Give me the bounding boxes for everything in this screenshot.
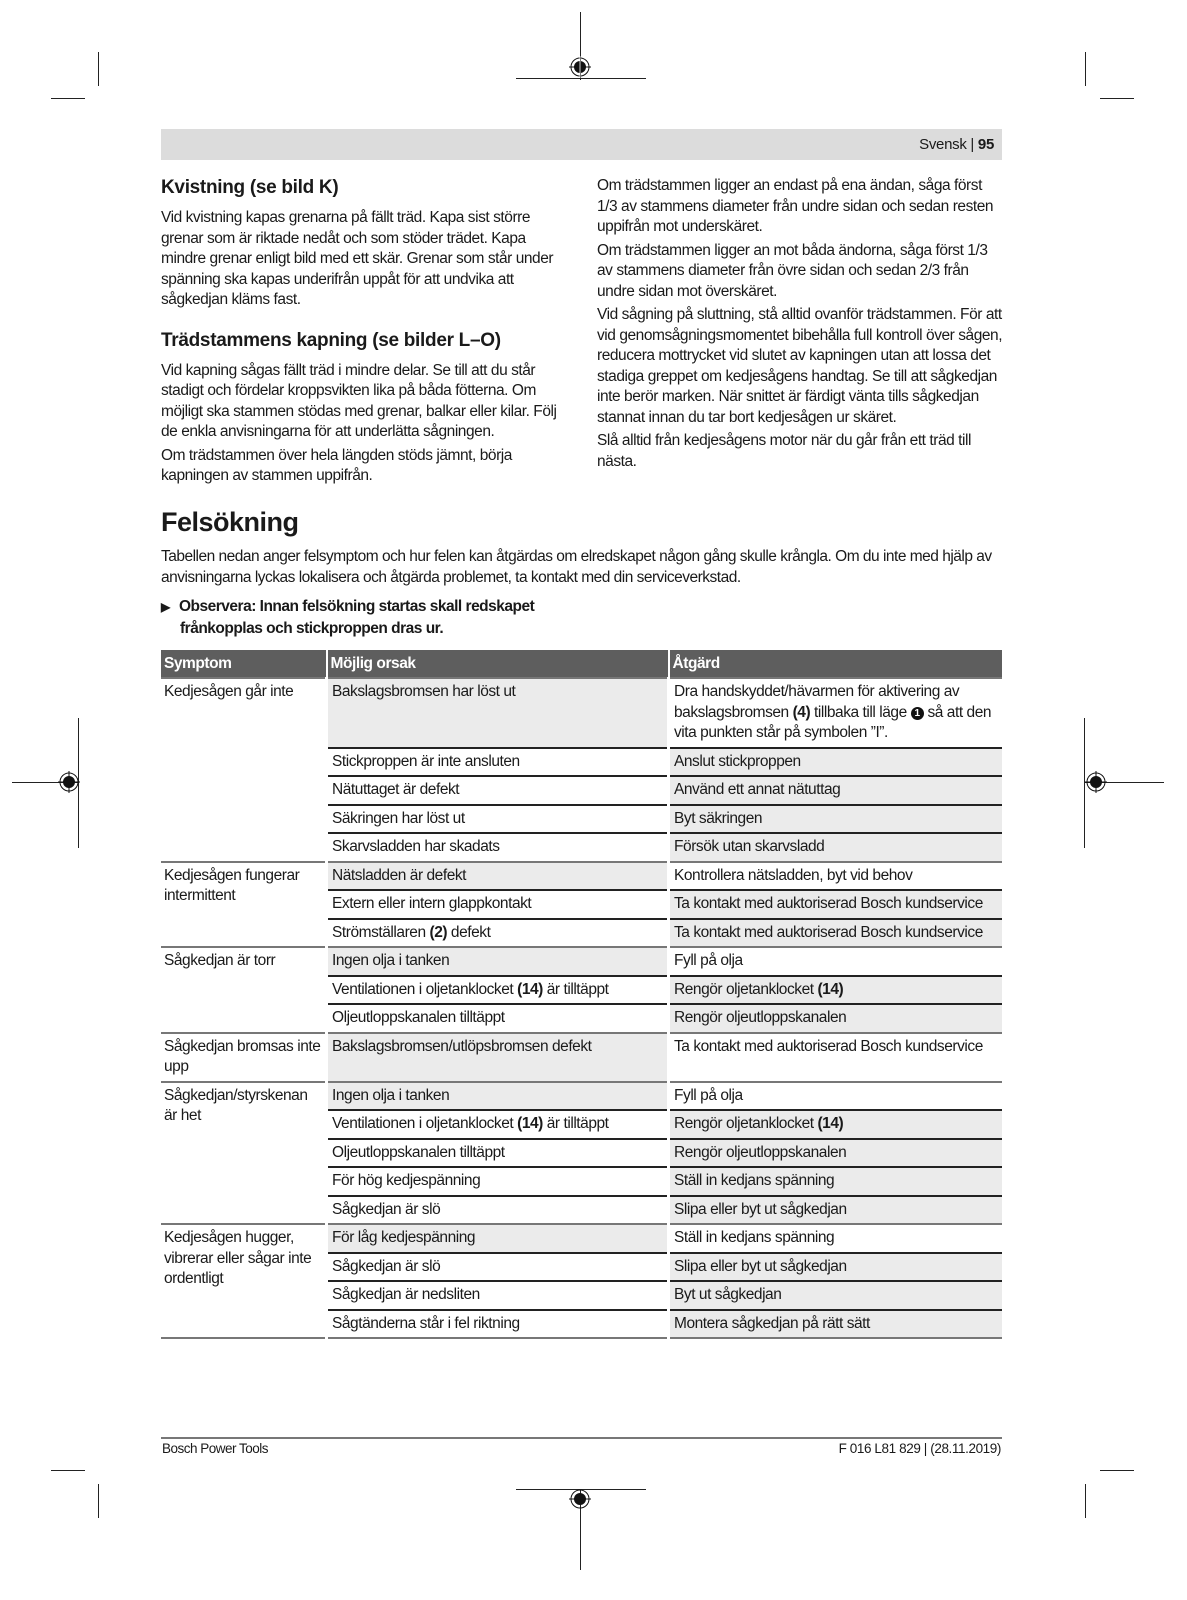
column-header-symptom: Symptom	[161, 650, 327, 678]
action-cell: Montera sågkedjan på rätt sätt	[669, 1310, 1003, 1339]
action-cell: Ta kontakt med auktoriserad Bosch kundservice	[669, 890, 1003, 919]
cause-text: Ventilationen i oljetanklocket	[332, 1115, 518, 1132]
action-text: Rengör oljetanklocket	[674, 980, 818, 998]
action-text: tillbaka till läge	[810, 703, 911, 721]
action-cell: Byt ut sågkedjan	[669, 1281, 1003, 1310]
cause-cell: Bakslagsbromsen/utlöpsbromsen defekt	[327, 1033, 669, 1082]
action-cell: Rengör oljeutloppskanalen	[669, 1004, 1003, 1033]
cause-cell: Oljeutloppskanalen tilltäppt	[327, 1004, 669, 1033]
symptom-cell: Kedjesågen hugger, vibrerar eller sågar inte ordentligt	[161, 1224, 327, 1338]
action-cell	[669, 1110, 1003, 1139]
cause-cell: Ingen olja i tanken	[327, 1082, 669, 1111]
action-cell: Försök utan skarvsladd	[669, 833, 1003, 862]
cause-cell: För hög kedjespänning	[327, 1167, 669, 1196]
symptom-cell: Sågkedjan/styrskenan är het	[161, 1082, 327, 1225]
cause-text: är tilltäppt	[542, 980, 609, 998]
paragraph: Vid sågning på sluttning, stå alltid ovanför trädstammen. För att vid genomsågningsmomentet bibehålla full kontroll över sågen, reducera mottrycket vid slutet av kapningen utan att lossa det stadiga greppet om kedjesågens handtag. Se till att sågkedjan inte berör marken. När snittet är färdigt vänta tills sågkedjan stannat innan du tar bort kedjesågen ur skäret.	[597, 306, 1003, 426]
action-cell: Ta kontakt med auktoriserad Bosch kundservice	[669, 919, 1003, 948]
symptom-cell: Kedjesågen går inte	[161, 678, 327, 862]
reference-number: (14)	[817, 1115, 844, 1132]
cause-cell: Säkringen har löst ut	[327, 805, 669, 834]
action-text: Rengör oljetanklocket	[674, 1115, 818, 1132]
cause-cell: Oljeutloppskanalen tilltäppt	[327, 1139, 669, 1168]
safety-note	[161, 596, 534, 639]
crop-mark	[98, 52, 99, 86]
cause-cell: Nätsladden är defekt	[327, 862, 669, 891]
cause-cell: Sågtänderna står i fel riktning	[327, 1310, 669, 1339]
cause-cell	[327, 919, 669, 948]
troubleshooting-table	[161, 650, 1002, 1339]
reference-number: (14)	[517, 1115, 543, 1132]
registration-mark-icon	[58, 771, 80, 793]
table-row	[161, 1082, 1002, 1111]
right-column	[597, 176, 1005, 475]
table-header-row	[161, 650, 1002, 678]
crop-mark	[1100, 1470, 1134, 1471]
action-cell: Fyll på olja	[669, 947, 1003, 976]
action-cell: Fyll på olja	[669, 1082, 1003, 1111]
section-title-kvistning: Kvistning (se bild K)	[161, 177, 339, 198]
section-title-kapning: Trädstammens kapning (se bilder L–O)	[161, 329, 501, 351]
paragraph: Om trädstammen ligger an endast på ena ändan, såga först 1/3 av stammens diameter från undre sidan och sedan resten uppifrån mot underskäret.	[597, 177, 994, 235]
footer-brand: Bosch Power Tools	[162, 1441, 269, 1456]
cause-text: Strömställaren	[332, 923, 430, 941]
cause-text: är tilltäppt	[542, 1115, 609, 1132]
cause-cell: Skarvsladden har skadats	[327, 833, 669, 862]
symptom-cell: Kedjesågen fungerar intermittent	[161, 862, 327, 948]
paragraph: Om trädstammen ligger an mot båda ändorna, såga först 1/3 av stammens diameter från övre sidan och sedan 2/3 från undre sidan mot överskäret.	[597, 241, 988, 300]
action-text: Dra handskyddet/hävarmen för aktivering av bakslagsbromsen	[674, 683, 960, 721]
page-header-label	[919, 136, 994, 153]
cause-cell: Sågkedjan är slö	[327, 1253, 669, 1282]
note-line-1: Observera: Innan felsökning startas skall redskapet	[179, 598, 535, 615]
paragraph: Om trädstammen över hela längden stöds jämnt, börja kapningen av stammen uppifrån.	[161, 446, 512, 484]
cause-cell: Nätuttaget är defekt	[327, 776, 669, 805]
action-cell: Slipa eller byt ut sågkedjan	[669, 1196, 1003, 1225]
registration-mark-icon	[569, 56, 591, 78]
table-row	[161, 1033, 1002, 1082]
section-title-felsokning: Felsökning	[161, 507, 299, 537]
cause-text: Ventilationen i oljetanklocket	[332, 980, 518, 998]
action-cell: Rengör oljeutloppskanalen	[669, 1139, 1003, 1168]
column-header-cause: Möjlig orsak	[327, 650, 669, 678]
cause-cell	[327, 1110, 669, 1139]
registration-mark-icon	[1085, 771, 1107, 793]
cause-cell: Sågkedjan är nedsliten	[327, 1281, 669, 1310]
paragraph: Vid kapning sågas fällt träd i mindre delar. Se till att du står stadigt och fördelar kroppsvikten lika på båda fötterna. Om möjligt ska stammen stödas med grenar, balkar eller kilar. Följ de enkla anvisningarna för att underlätta sågningen.	[161, 361, 557, 440]
troubleshooting-intro: Tabellen nedan anger felsymptom och hur felen kan åtgärdas om elredskapet någon gång skulle krångla. Om du inte med hjälp av anvisningarna lyckas lokalisera och åtgärda problemet, ta kontakt med din serviceverkstad.	[161, 548, 992, 586]
footer-doc-id: F 016 L81 829 | (28.11.2019)	[838, 1441, 1001, 1456]
action-cell: Slipa eller byt ut sågkedjan	[669, 1253, 1003, 1282]
note-line-2: frånkopplas och stickproppen dras ur.	[180, 620, 444, 637]
footer-divider	[161, 1437, 1002, 1439]
action-cell	[669, 678, 1003, 748]
cause-cell: Ingen olja i tanken	[327, 947, 669, 976]
action-cell: Ställ in kedjans spänning	[669, 1167, 1003, 1196]
header-separator: |	[970, 136, 975, 153]
registration-line	[516, 78, 646, 79]
cause-cell	[327, 976, 669, 1005]
cause-cell: Stickproppen är inte ansluten	[327, 748, 669, 777]
action-cell: Byt säkringen	[669, 805, 1003, 834]
language-label: Svensk	[919, 136, 967, 153]
page-header	[161, 129, 1002, 160]
cause-text: defekt	[447, 923, 491, 941]
table-row	[161, 947, 1002, 976]
reference-number: (2)	[429, 923, 448, 941]
left-column	[161, 176, 566, 490]
action-cell: Anslut stickproppen	[669, 748, 1003, 777]
action-cell: Ta kontakt med auktoriserad Bosch kundservice	[669, 1033, 1003, 1082]
crop-mark	[1085, 1484, 1086, 1518]
symptom-cell: Sågkedjan är torr	[161, 947, 327, 1033]
cause-cell: Sågkedjan är slö	[327, 1196, 669, 1225]
column-header-action: Åtgärd	[669, 650, 1003, 678]
paragraph: Slå alltid från kedjesågens motor när du går från ett träd till nästa.	[597, 432, 971, 470]
paragraph: Vid kvistning kapas grenarna på fällt träd. Kapa sist större grenar som är riktade nedåt och som stöder trädet. Kapa mindre grenar enligt bild med ett skär. Grenar som står under spänning ska kapas underifrån uppåt för att undvika att sågkedjan kläms fast.	[161, 209, 554, 308]
position-1-icon: 1	[911, 707, 924, 720]
cause-cell: Bakslagsbromsen har löst ut	[327, 678, 669, 748]
table-row	[161, 862, 1002, 891]
cause-cell: För låg kedjespänning	[327, 1224, 669, 1253]
action-cell: Använd ett annat nätuttag	[669, 776, 1003, 805]
crop-mark	[1085, 52, 1086, 86]
registration-mark-icon	[569, 1488, 591, 1510]
table-row	[161, 1224, 1002, 1253]
reference-number: (14)	[817, 980, 844, 998]
bullet-arrow-icon: ▶	[161, 600, 170, 614]
crop-mark	[1100, 98, 1134, 99]
reference-number: (14)	[517, 980, 543, 998]
action-cell: Kontrollera nätsladden, byt vid behov	[669, 862, 1003, 891]
crop-mark	[51, 98, 85, 99]
symptom-cell: Sågkedjan bromsas inte upp	[161, 1033, 327, 1082]
action-cell: Ställ in kedjans spänning	[669, 1224, 1003, 1253]
reference-number: (4)	[792, 703, 811, 721]
action-text: så att den vita punkten står på symbolen ”I”.	[674, 703, 992, 741]
crop-mark	[98, 1484, 99, 1518]
cause-cell: Extern eller intern glappkontakt	[327, 890, 669, 919]
crop-mark	[51, 1470, 85, 1471]
page-number: 95	[977, 136, 994, 153]
table-row	[161, 678, 1002, 748]
action-cell	[669, 976, 1003, 1005]
